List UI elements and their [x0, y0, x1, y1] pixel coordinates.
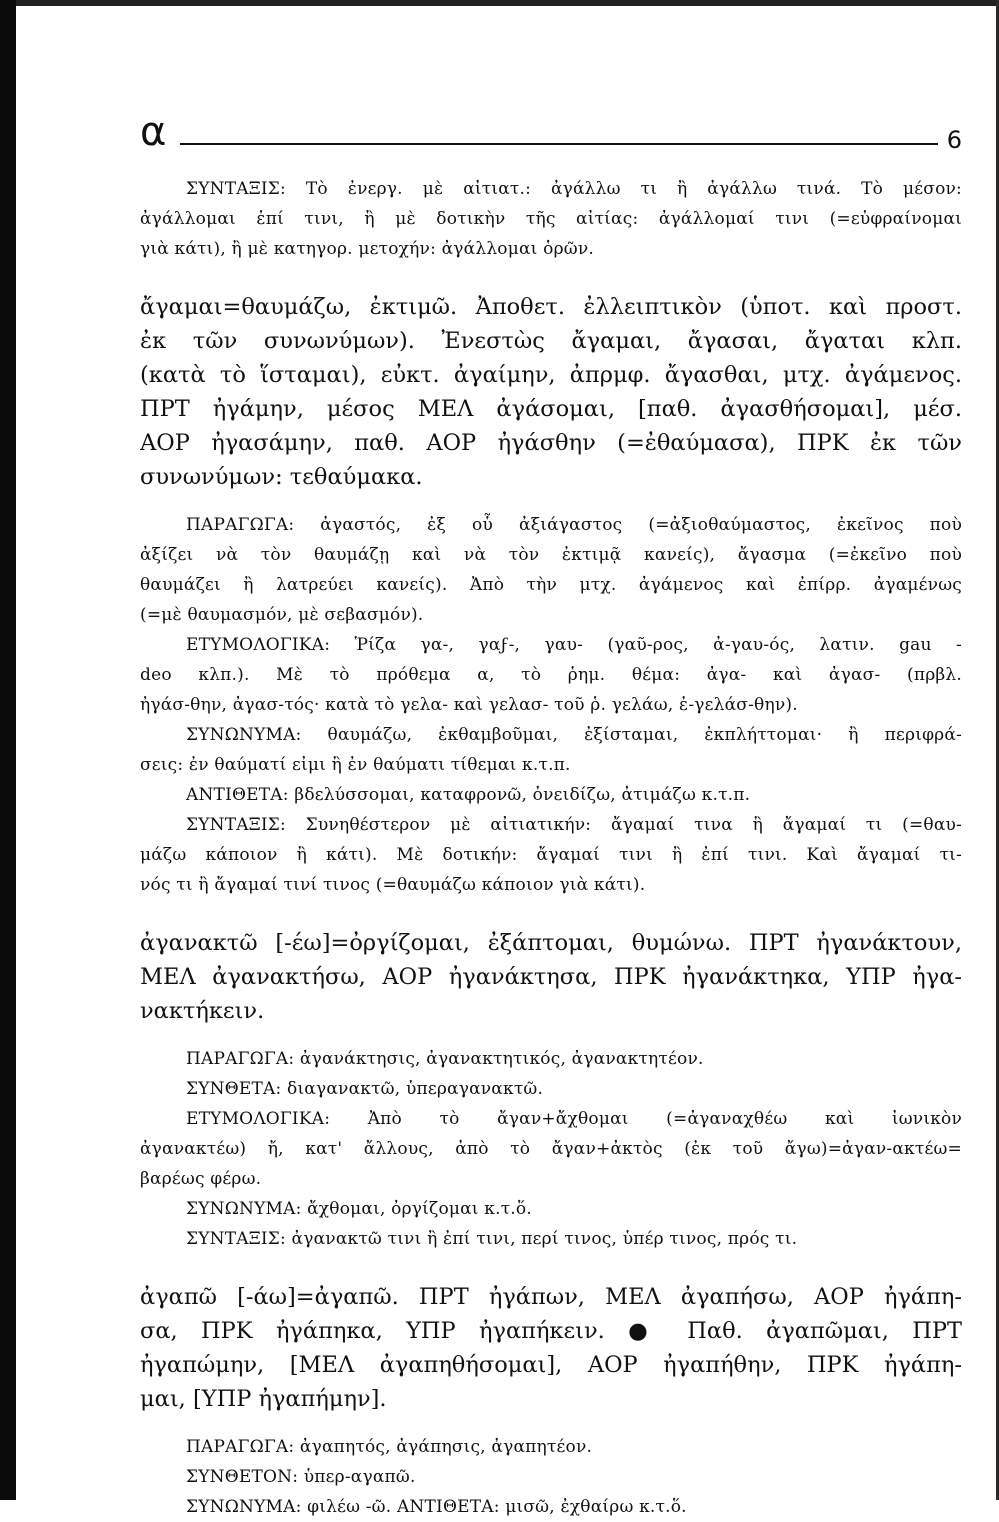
- section-line: νός τι ἢ ἄγαμαί τινί τινος (=θαυμάζω κάποιον γιὰ κάτι).: [140, 875, 646, 895]
- text-line: ἐκ τῶν συνωνύμων). Ἐνεστὼς ἄγαμαι, ἄγασαι, ἄγαται κλπ.: [140, 328, 962, 354]
- section-letter: α: [140, 109, 167, 155]
- header-rule: [180, 143, 938, 145]
- section-line: ΣΥΝΩΝΥΜΑ: θαυμάζω, ἐκθαμβοῦμαι, ἐξίσταμαι, ἐκπλήττομαι· ἢ περιφρά-: [186, 725, 962, 745]
- text-line: νακτήκειν.: [140, 998, 265, 1024]
- text-line: ΠΡΤ ἠγάμην, μέσος ΜΕΛ ἀγάσομαι, [παθ. ἀγασθήσομαι], μέσ.: [140, 396, 962, 422]
- page-number: 6: [946, 126, 962, 154]
- text-line: ἠγαπώμην, [ΜΕΛ ἀγαπηθήσομαι], ΑΟΡ ἠγαπήθην, ΠΡΚ ἠγάπη-: [140, 1352, 962, 1378]
- text-line: σα, ΠΡΚ ἠγάπηκα, ΥΠΡ ἠγαπήκειν. ● Παθ. ἀγαπῶμαι, ΠΡΤ: [140, 1318, 962, 1344]
- text-line: μαι, [ΥΠΡ ἠγαπήμην].: [140, 1386, 387, 1412]
- section-line: ΕΤΥΜΟΛΟΓΙΚΑ: Ἀπὸ τὸ ἄγαν+ἄχθομαι (=ἀγαναχθέω καὶ ἰωνικὸν: [186, 1109, 962, 1129]
- text-line: ἀγάλλομαι ἐπί τινι, ἢ μὲ δοτικὴν τῆς αἰτίας: ἀγάλλομαί τινι (=εὐφραίνομαι: [140, 209, 962, 229]
- section-line: ΣΥΝΘΕΤΑ: διαγανακτῶ, ὑπεραγανακτῶ.: [186, 1079, 544, 1099]
- scan-top-edge: [0, 0, 999, 6]
- section-line: (=μὲ θαυμασμόν, μὲ σεβασμόν).: [140, 605, 424, 625]
- section-line: ΑΝΤΙΘΕΤΑ: βδελύσσομαι, καταφρονῶ, ὀνειδίζω, ἀτιμάζω κ.τ.π.: [186, 785, 751, 805]
- section-line: ΠΑΡΑΓΩΓΑ: ἀγαστός, ἐξ οὗ ἀξιάγαστος (=ἀξιοθαύμαστος, ἐκεῖνος ποὺ: [186, 515, 962, 535]
- section-line: μάζω κάποιον ἢ κάτι). Μὲ δοτικήν: ἄγαμαί τινι ἢ ἐπί τινι. Καὶ ἄγαμαί τι-: [140, 845, 962, 865]
- section-line: ΣΥΝΩΝΥΜΑ: φιλέω -ῶ. ΑΝΤΙΘΕΤΑ: μισῶ, ἐχθαίρω κ.τ.ὅ.: [186, 1497, 687, 1517]
- section-line: ΠΑΡΑΓΩΓΑ: ἀγαπητός, ἀγάπησις, ἀγαπητέον.: [186, 1437, 593, 1457]
- intro-syntax-block: [140, 174, 962, 264]
- entry-agapo-head: [140, 1280, 962, 1416]
- entry-aganakto-head: [140, 926, 962, 1028]
- section-line: σεις: ἐν θαύματί εἰμι ἢ ἐν θαύματι τίθεμαι κ.τ.π.: [140, 755, 571, 775]
- section-line: ΣΥΝΘΕΤΟΝ: ὑπερ-αγαπῶ.: [186, 1467, 416, 1487]
- section-line: θαυμάζει ἢ λατρεύει κανείς). Ἀπὸ τὴν μτχ. ἀγάμενος καὶ ἐπίρρ. ἀγαμένως: [140, 575, 962, 595]
- scan-left-edge: [0, 0, 16, 1500]
- headword-line: ἀγαπῶ [-άω]=ἀγαπῶ. ΠΡΤ ἠγάπων, ΜΕΛ ἀγαπήσω, ΑΟΡ ἠγάπη-: [140, 1284, 962, 1310]
- text-line: ΑΟΡ ἠγασάμην, παθ. ΑΟΡ ἠγάσθην (=ἐθαύμασα), ΠΡΚ ἐκ τῶν: [140, 430, 962, 456]
- section-line: ἀξίζει νὰ τὸν θαυμάζῃ καὶ νὰ τὸν ἐκτιμᾷ κανείς), ἄγασμα (=ἐκεῖνο ποὺ: [140, 545, 962, 565]
- section-line: ΣΥΝΩΝΥΜΑ: ἄχθομαι, ὀργίζομαι κ.τ.ὅ.: [186, 1199, 532, 1219]
- section-line: deo κλπ.). Μὲ τὸ πρόθεμα α, τὸ ῥημ. θέμα: ἀγα- καὶ ἀγασ- (πρβλ.: [140, 665, 962, 685]
- entry-agapo-sections: [140, 1432, 962, 1522]
- text-line: (κατὰ τὸ ἵσταμαι), εὐκτ. ἀγαίμην, ἀπρμφ. ἄγασθαι, μτχ. ἀγάμενος.: [140, 362, 962, 388]
- text-line: γιὰ κάτι), ἢ μὲ κατηγορ. μετοχήν: ἀγάλλομαι ὁρῶν.: [140, 239, 594, 259]
- section-line: ΕΤΥΜΟΛΟΓΙΚΑ: Ῥίζα γα-, γαϝ-, γαυ- (γαῦ-ρος, ἀ-γαυ-ός, λατιν. gau -: [186, 635, 962, 655]
- entry-aganakto-sections: [140, 1044, 962, 1254]
- section-line: ΠΑΡΑΓΩΓΑ: ἀγανάκτησις, ἀγανακτητικός, ἀγανακτητέον.: [186, 1049, 704, 1069]
- page-content: [140, 174, 962, 1522]
- section-line: ΣΥΝΤΑΞΙΣ: ἀγανακτῶ τινι ἢ ἐπί τινι, περί τινος, ὑπέρ τινος, πρός τι.: [186, 1229, 798, 1249]
- entry-agamai-sections: [140, 510, 962, 900]
- text-line: ΜΕΛ ἀγανακτήσω, ΑΟΡ ἠγανάκτησα, ΠΡΚ ἠγανάκτηκα, ΥΠΡ ἠγα-: [140, 964, 962, 990]
- section-line: ΣΥΝΤΑΞΙΣ: Συνηθέστερον μὲ αἰτιατικήν: ἄγαμαί τινα ἢ ἄγαμαί τι (=θαυ-: [186, 815, 962, 835]
- section-line: ἠγάσ-θην, ἀγασ-τός· κατὰ τὸ γελα- καὶ γελασ- τοῦ ῥ. γελάω, ἐ-γελάσ-θην).: [140, 695, 798, 715]
- section-line: ἀγανακτέω) ἤ, κατ' ἄλλους, ἀπὸ τὸ ἄγαν+ἀκτὸς (ἐκ τοῦ ἄγω)=ἀγαν-ακτέω=: [140, 1139, 962, 1159]
- page-header: [140, 109, 962, 158]
- text-line: συνωνύμων: τεθαύμακα.: [140, 464, 423, 490]
- headword-line: ἄγαμαι=θαυμάζω, ἐκτιμῶ. Ἀποθετ. ἐλλειπτικὸν (ὑποτ. καὶ προστ.: [140, 294, 962, 320]
- headword-line: ἀγανακτῶ [-έω]=ὀργίζομαι, ἐξάπτομαι, θυμώνω. ΠΡΤ ἠγανάκτουν,: [140, 930, 962, 956]
- section-line: βαρέως φέρω.: [140, 1169, 262, 1189]
- entry-agamai-head: [140, 290, 962, 494]
- text-line: ΣΥΝΤΑΞΙΣ: Τὸ ἐνεργ. μὲ αἰτιατ.: ἀγάλλω τι ἢ ἀγάλλω τινά. Τὸ μέσον:: [186, 179, 962, 199]
